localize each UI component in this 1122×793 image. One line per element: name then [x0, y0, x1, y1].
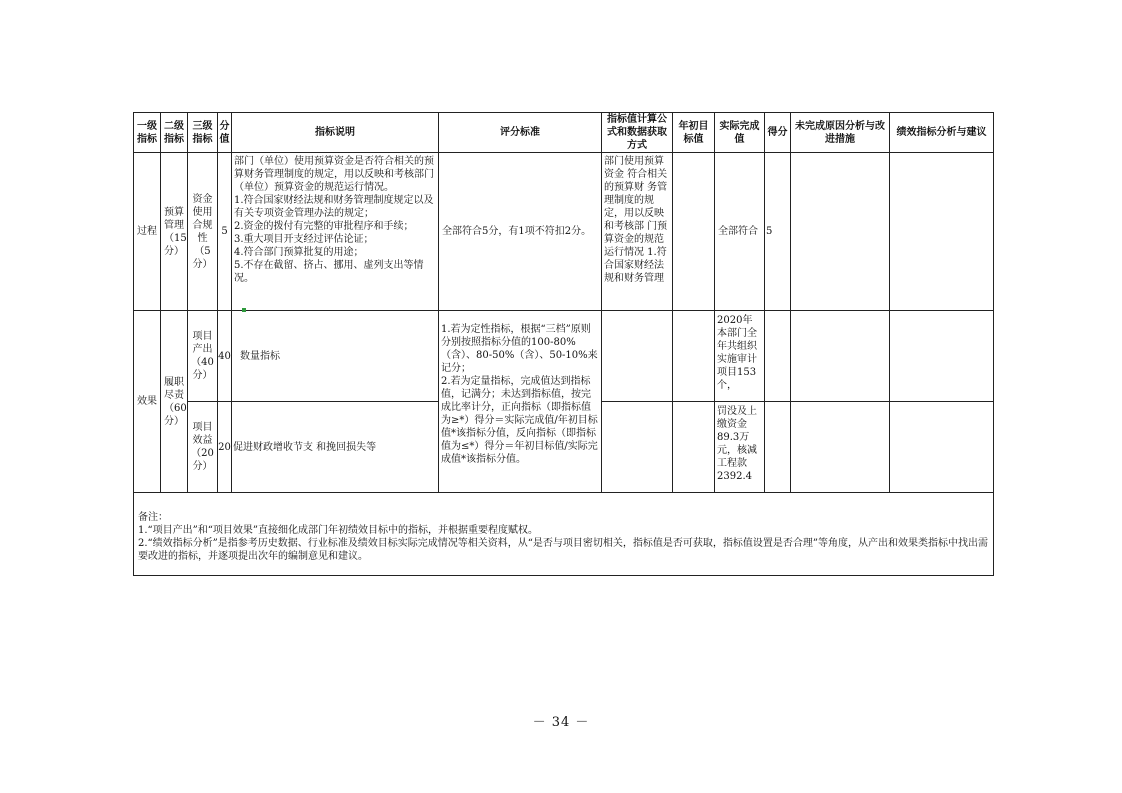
performance-evaluation-table [133, 112, 994, 576]
desc-line: 1.符合国家财经法规和财务管理制度规定以及有关专项资金管理办法的规定； [234, 194, 434, 219]
benefit-score-value: 20 [218, 402, 232, 493]
notes-line: 2.“绩效指标分析”是指参考历史数据、行业标准及绩效目标实际完成情况等相关资料，从“是否与项目密切相关，指标值是否可获取，指标值设置是否合理”等角度，从产出和效果类指标中找出需要改进的指标，并逐项提出次年的编制意见和建议。 [138, 538, 988, 562]
header-calc-method: 指标值计算公式和数据获取方式 [602, 113, 673, 153]
benefit-level3: 项目效益（20分） [188, 402, 218, 493]
desc-line: 5.不存在截留、挤占、挪用、虚列支出等情况。 [234, 259, 424, 284]
header-level3: 三级指标 [188, 113, 218, 153]
cell-marker [242, 308, 246, 312]
process-scoring-standard: 全部符合5分，有1项不符扣2分。 [439, 153, 602, 311]
output-actual: 2020年本部门全年共组织实施审计项目153个， [715, 311, 765, 402]
benefit-desc: 促进财政增收节支 和挽回损失等 [232, 402, 439, 493]
process-score-value: 5 [218, 153, 232, 311]
standard-line: 1.若为定性指标，根据“三档”原则分别按照指标分值的100-80%（含）、80-50%（含）、50-10%来记分； [441, 324, 598, 374]
process-level2: 预算管理（15分） [161, 153, 188, 311]
page-number: － 34 － [532, 715, 590, 730]
benefit-calc [602, 402, 673, 493]
process-row [134, 153, 994, 311]
effect-level2: 履职尽责（60分） [161, 311, 188, 493]
header-year-start-target: 年初目标值 [673, 113, 715, 153]
process-level3: 资金使用合规性（5分） [188, 153, 218, 311]
header-actual-value: 实际完成值 [715, 113, 765, 153]
header-indicator-desc: 指标说明 [232, 113, 439, 153]
notes-title: 备注： [138, 512, 168, 523]
benefit-target [673, 402, 715, 493]
header-scoring-standard: 评分标准 [439, 113, 602, 153]
notes-line: 1.“项目产出”和“项目效果”直接细化成部门年初绩效目标中的指标，并根据重要程度赋权。 [138, 525, 538, 536]
header-score: 得分 [765, 113, 791, 153]
effect-scoring-standard [439, 311, 602, 493]
header-row [134, 113, 994, 153]
output-score-value: 40 [218, 311, 232, 402]
effect-level1: 效果 [134, 311, 161, 493]
process-level1: 过程 [134, 153, 161, 311]
process-calc-method: 部门使用预算资金 符合相关的预算财 务管理制度的规定，用以反映和考核部 门预算资金的规范 运行情况 1.符合国家财经法 规和财务管理 [602, 153, 673, 311]
performance-table-container [133, 112, 993, 576]
output-target [673, 311, 715, 402]
benefit-reason [791, 402, 890, 493]
header-reason-analysis: 未完成原因分析与改进措施 [791, 113, 890, 153]
effect-output-row [134, 311, 994, 402]
benefit-score [765, 402, 791, 493]
output-perf-analysis [890, 311, 994, 402]
standard-line: 2.若为定量指标，完成值达到指标值，记满分；未达到指标值，按完成比率计分，正向指标（即指标值为≥*）得分＝实际完成值/年初目标值*该指标分值，反向指标（即指标值为≤*）得分＝年初目标值/实际完成值*该指标分值。 [441, 376, 598, 465]
output-calc [602, 311, 673, 402]
process-target [673, 153, 715, 311]
process-indicator-desc [232, 153, 439, 311]
desc-line: 2.资金的拨付有完整的审批程序和手续； [234, 220, 414, 232]
header-level1: 一级指标 [134, 113, 161, 153]
process-perf-analysis [890, 153, 994, 311]
header-score-value: 分值 [218, 113, 232, 153]
header-perf-analysis: 绩效指标分析与建议 [890, 113, 994, 153]
output-level3: 项目产出（40分） [188, 311, 218, 402]
benefit-perf-analysis [890, 402, 994, 493]
benefit-actual: 罚没及上缴资金89.3万元，核减工程款2392.4 [715, 402, 765, 493]
process-reason [791, 153, 890, 311]
output-score [765, 311, 791, 402]
desc-line: 3.重大项目开支经过评估论证； [234, 233, 374, 245]
process-actual: 全部符合 [715, 153, 765, 311]
output-reason [791, 311, 890, 402]
header-level2: 二级指标 [161, 113, 188, 153]
output-desc: 数量指标 [232, 311, 439, 402]
notes-row [134, 493, 994, 576]
desc-line: 部门（单位）使用预算资金是否符合相关的预算财务管理制度的规定，用以反映和考核部门（单位）预算资金的规范运行情况。 [234, 155, 434, 193]
notes-cell [134, 493, 994, 576]
desc-line: 4.符合部门预算批复的用途； [234, 246, 364, 258]
process-score: 5 [765, 153, 791, 311]
